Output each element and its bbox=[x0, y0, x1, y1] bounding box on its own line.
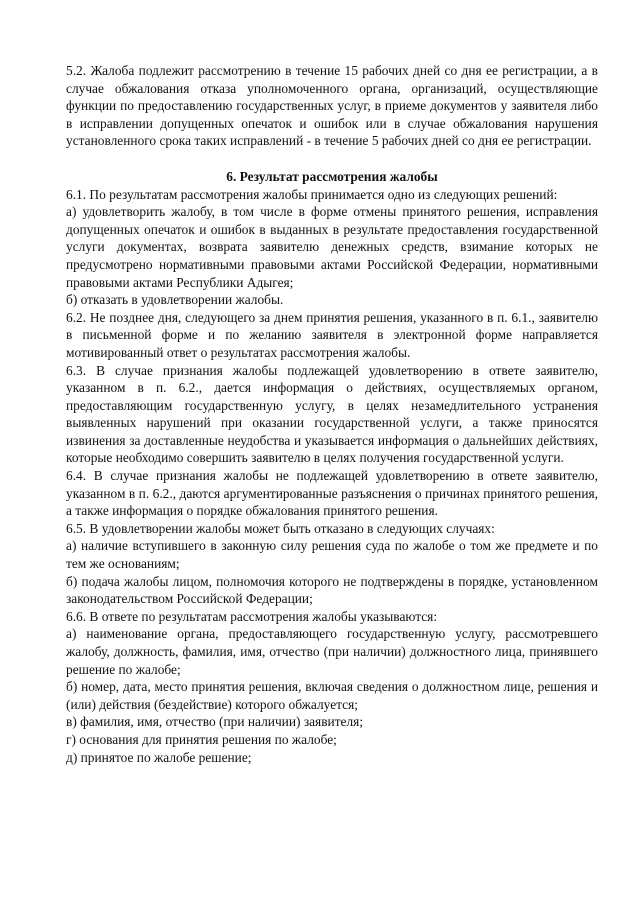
document-page bbox=[66, 62, 598, 766]
paragraph-6-5-a: а) наличие вступившего в законную силу решения суда по жалобе о том же предмете и по тем же основаниям; bbox=[66, 538, 598, 572]
paragraph-6-2: 6.2. Не позднее дня, следующего за днем принятия решения, указанного в п. 6.1., заявителю в письменной форме и по желанию заявителя в электронной форме направляется мотивированный ответ о результатах рассмотрения жалобы. bbox=[66, 309, 598, 360]
paragraph-6-5-b: б) подача жалобы лицом, полномочия которого не подтверждены в порядке, установленном законодательством Российской Федерации; bbox=[66, 573, 598, 607]
paragraph-5-2: 5.2. Жалоба подлежит рассмотрению в течение 15 рабочих дней со дня ее регистрации, а в случае обжалования отказа уполномоченного органа, организаций, осуществляющие функции по предоставлению государственных услуг, в приеме документов у заявителя либо в исправлении допущенных опечаток и ошибок или в случае обжалования нарушения установленного срока таких исправлений - в течение 5 рабочих дней со дня ее регистрации. bbox=[66, 63, 598, 149]
paragraph-6-1-b: б) отказать в удовлетворении жалобы. bbox=[66, 292, 284, 308]
paragraph-6-6-b: б) номер, дата, место принятия решения, включая сведения о должностном лице, решения и (или) действия (бездействие) которого обжалуется; bbox=[66, 679, 598, 712]
paragraph-6-6: 6.6. В ответе по результатам рассмотрения жалобы указываются: bbox=[66, 608, 438, 624]
paragraph-6-1-a: а) удовлетворить жалобу, в том числе в форме отмены принятого решения, исправления допущенных опечаток и ошибок в выданных в результате предоставления государственной услуги документах, возврата заявителю денежных средств, взимание которых не предусмотрено нормативными правовыми актами Российской Федерации, нормативными правовыми актами Республики Адыгея; bbox=[66, 204, 598, 290]
paragraph-6-4: 6.4. В случае признания жалобы не подлежащей удовлетворению в ответе заявителю, указанном в п. 6.2., даются аргументированные разъяснения о причинах принятого решения, а также информация о порядке обжалования принятого решения. bbox=[66, 468, 598, 519]
paragraph-6-6-d: д) принятое по жалобе решение; bbox=[66, 749, 252, 765]
paragraph-6-6-v: в) фамилия, имя, отчество (при наличии) заявителя; bbox=[66, 714, 364, 730]
paragraph-6-6-g: г) основания для принятия решения по жалобе; bbox=[66, 731, 337, 747]
paragraph-6-1: 6.1. По результатам рассмотрения жалобы принимается одно из следующих решений: bbox=[66, 186, 558, 202]
paragraph-6-6-a: а) наименование органа, предоставляющего государственную услугу, рассмотревшего жалобу, должность, фамилия, имя, отчество (при наличии) должностного лица, принявшего решение по жалобе; bbox=[66, 626, 598, 677]
paragraph-6-5: 6.5. В удовлетворении жалобы может быть отказано в следующих случаях: bbox=[66, 520, 495, 536]
paragraph-6-3: 6.3. В случае признания жалобы подлежащей удовлетворению в ответе заявителю, указанном в п. 6.2., дается информация о действиях, осуществляемых органом, предоставляющим государственную услугу, в целях незамедлительного устранения выявленных нарушений при оказании государственной услуги, а также приносятся извинения за доставленные неудобства и указывается информация о дальнейших действиях, которые необходимо совершить заявителю в целях получения государственной услуги. bbox=[66, 362, 598, 466]
section-heading: 6. Результат рассмотрения жалобы bbox=[226, 168, 438, 184]
